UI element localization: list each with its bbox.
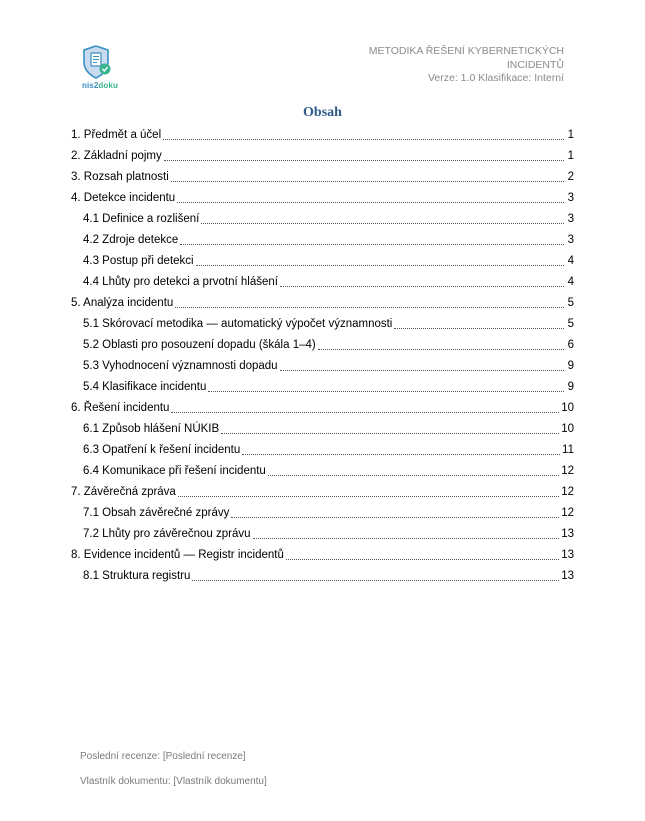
toc-entry-label: 5.2 Oblasti pro posouzení dopadu (škála 1–4) [83,339,316,351]
toc-entry-label: 1. Předmět a účel [71,129,162,141]
toc-leader-dots [208,390,564,392]
toc-entry-page: 5 [567,318,574,330]
toc-leader-dots [268,474,559,476]
toc-entry-page: 13 [561,549,574,561]
toc-entry-page: 12 [561,486,574,498]
toc-entry-page: 10 [561,402,574,414]
toc-entry-label: 8. Evidence incidentů — Registr incidentů [71,549,284,561]
toc-entry-page: 12 [561,507,574,519]
toc-entry[interactable] [71,167,574,188]
toc-leader-dots [178,495,559,497]
toc-entry-page: 4 [567,255,574,267]
toc-entry-page: 13 [561,570,574,582]
toc-entry-label: 7.2 Lhůty pro závěrečnou zprávu [83,528,251,540]
toc-entry-page: 2 [567,171,574,183]
toc-entry[interactable] [71,503,574,524]
toc-entry-page: 13 [561,528,574,540]
toc-leader-dots [164,159,564,161]
toc-entry[interactable] [71,419,574,440]
logo-wordmark: nis2doku [82,81,118,90]
toc-entry-label: 4. Detekce incidentu [71,192,176,204]
toc-leader-dots [242,453,560,455]
document-title-line-2: INCIDENTŮ [506,58,564,71]
document-header [304,45,564,86]
toc-entry-page: 9 [567,381,574,393]
toc-entry[interactable] [71,251,574,272]
toc-entry-page: 1 [567,129,574,141]
toc-entry-label: 6.4 Komunikace při řešení incidentu [83,465,266,477]
toc-entry[interactable] [71,146,574,167]
toc-entry-page: 6 [567,339,574,351]
document-title-line-1: METODIKA ŘEŠENÍ KYBERNETICKÝCH [368,45,564,57]
toc-entry[interactable] [71,272,574,293]
toc-entry-label: 6.3 Opatření k řešení incidentu [83,444,241,456]
toc-entry-page: 12 [561,465,574,477]
toc-entry[interactable] [71,524,574,545]
toc-leader-dots [221,432,559,434]
toc-leader-dots [180,243,564,245]
toc-entry[interactable] [71,461,574,482]
toc-entry-page: 1 [567,150,574,162]
toc-leader-dots [280,369,564,371]
toc-entry-label: 3. Rozsah platnosti [71,171,169,183]
toc-entry[interactable] [71,335,574,356]
toc-leader-dots [177,201,564,203]
toc-entry-label: 6.1 Způsob hlášení NÚKIB [83,423,220,435]
toc-entry-page: 3 [567,213,574,225]
toc-leader-dots [318,348,564,350]
toc-entry[interactable] [71,230,574,251]
toc-entry-page: 5 [567,297,574,309]
toc-leader-dots [394,327,564,329]
toc-entry[interactable] [71,188,574,209]
toc-entry[interactable] [71,209,574,230]
toc-entry-page: 3 [567,192,574,204]
toc-entry[interactable] [71,545,574,566]
toc-entry-label: 7. Závěrečná zpráva [71,486,176,498]
toc-entry[interactable] [71,440,574,461]
toc-leader-dots [171,411,559,413]
toc-leader-dots [192,579,559,581]
shield-document-icon [80,44,124,84]
toc-entry[interactable] [71,377,574,398]
toc-title: Obsah [303,105,342,120]
toc-entry[interactable] [71,125,574,146]
toc-entry-label: 4.3 Postup při detekci [83,255,194,267]
last-review: Poslední recenze: [Poslední recenze] [80,751,246,762]
toc-leader-dots [196,264,564,266]
toc-leader-dots [175,306,564,308]
toc-leader-dots [163,138,564,140]
toc-entry-label: 4.4 Lhůty pro detekci a prvotní hlášení [83,276,278,288]
toc-entry-label: 4.2 Zdroje detekce [83,234,179,246]
toc-entry-label: 5.1 Skórovací metodika — automatický výpočet významnosti [83,318,393,330]
toc-entry-label: 4.1 Definice a rozlišení [83,213,200,225]
toc-entry-label: 6. Řešení incidentu [71,402,170,414]
toc-entry[interactable] [71,314,574,335]
toc-entry-label: 8.1 Struktura registru [83,570,191,582]
toc-entry[interactable] [71,566,574,587]
toc-entry-page: 3 [567,234,574,246]
toc-entry-label: 5.4 Klasifikace incidentu [83,381,207,393]
table-of-contents [71,125,574,587]
toc-entry[interactable] [71,293,574,314]
toc-entry-label: 7.1 Obsah závěrečné zprávy [83,507,230,519]
toc-entry[interactable] [71,482,574,503]
toc-entry[interactable] [71,356,574,377]
toc-leader-dots [171,180,564,182]
toc-entry[interactable] [71,398,574,419]
toc-entry-page: 10 [561,423,574,435]
version-classification: Verze: 1.0 Klasifikace: Interní [428,72,564,84]
toc-entry-page: 11 [562,444,574,456]
toc-entry-label: 2. Základní pojmy [71,150,162,162]
toc-leader-dots [231,516,559,518]
toc-leader-dots [280,285,564,287]
toc-entry-label: 5.3 Vyhodnocení významnosti dopadu [83,360,278,372]
toc-leader-dots [201,222,564,224]
toc-entry-page: 9 [567,360,574,372]
toc-leader-dots [253,537,560,539]
toc-leader-dots [286,558,559,560]
document-owner: Vlastník dokumentu: [Vlastník dokumentu] [80,776,267,787]
toc-entry-label: 5. Analýza incidentu [71,297,174,309]
toc-entry-page: 4 [567,276,574,288]
